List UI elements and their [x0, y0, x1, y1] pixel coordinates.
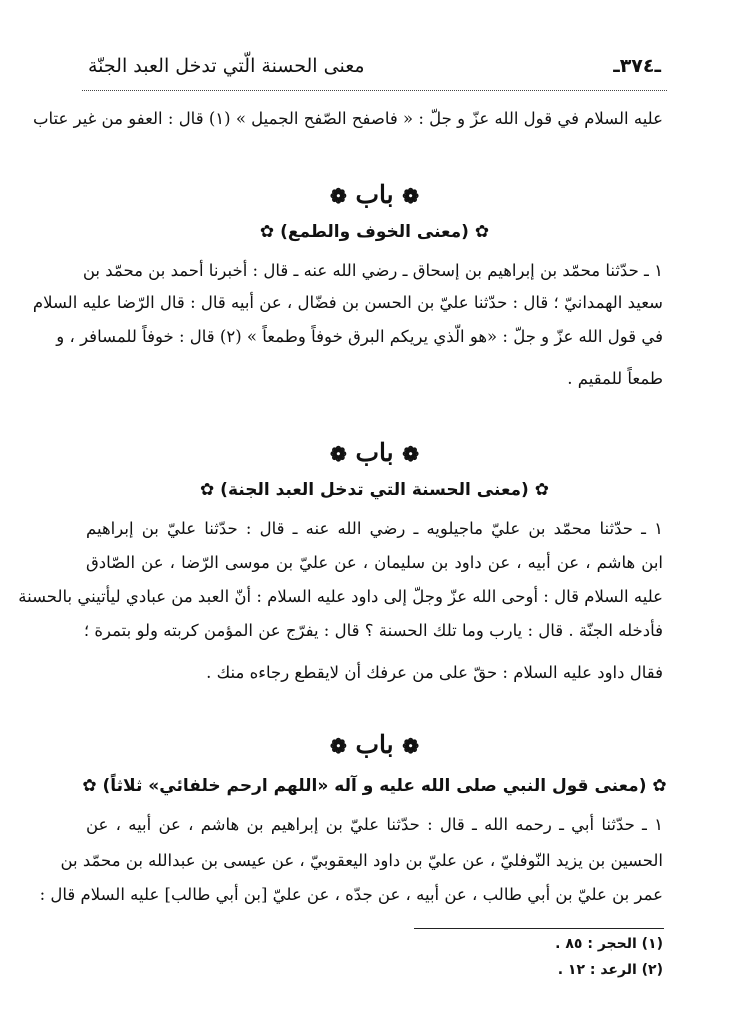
star-icon: ✿: [474, 222, 490, 242]
ornament-right-icon: ❁: [402, 184, 420, 208]
ornament-left-icon: ❁: [329, 442, 347, 466]
header-divider: [82, 90, 667, 91]
paragraph-line: ابن هاشم ، عن أبيه ، عن داود بن سليمان ، عن عليّ بن موسى الرّضا ، عن الصّادق: [86, 553, 663, 572]
section-heading-3: [0, 730, 749, 759]
footnote: (٢) الرعد : ١٢ .: [557, 962, 663, 978]
footnote: (١) الحجر : ٨٥ .: [555, 936, 663, 952]
ornament-right-icon: ❁: [402, 734, 420, 758]
section-heading-2: [0, 438, 749, 467]
paragraph-line: ١ ـ حدّثنا محمّد بن إبراهيم بن إسحاق ـ رضي الله عنه ـ قال : أخبرنا أحمد بن محمّد بن: [82, 261, 663, 280]
paragraph-line: فقال داود عليه السلام : حقّ على من عرفك أن لايقطع رجاءه منك .: [206, 663, 663, 682]
continuation-line: عليه السلام في قول الله عزّ و جلّ : « فاصفح الصّفح الجميل » (١) قال : العفو من غير عتاب: [32, 109, 663, 128]
ornament-left-icon: ❁: [329, 184, 347, 208]
section-title-text: (معنى قول النبي صلى الله عليه و آله «اللهم ارحم خلفائي» ثلاثاً): [102, 776, 647, 796]
running-title: معنى الحسنة الّتي تدخل العبد الجنّة: [88, 55, 365, 77]
paragraph-line: طمعاً للمقيم .: [567, 369, 663, 388]
section-title-text: (معنى الحسنة التي تدخل العبد الجنة): [220, 480, 529, 500]
star-icon: ✿: [534, 480, 549, 500]
ornament-left-icon: ❁: [329, 734, 347, 758]
section-label: باب: [355, 438, 394, 467]
footnote-divider: [414, 928, 664, 929]
ornament-right-icon: ❁: [402, 442, 420, 466]
section-title-3: [60, 776, 689, 796]
section-title-2: [60, 480, 689, 500]
page-number: ـ٣٧٤ـ: [613, 55, 661, 77]
paragraph-line: عمر بن عليّ بن أبي طالب ، عن أبيه ، عن جدّه ، عن عليّ [بن أبي طالب] عليه السلام قال :: [39, 885, 663, 904]
page-header: [88, 48, 661, 84]
paragraph-line: ١ ـ حدّثنا محمّد بن عليّ ماجيلويه ـ رضي الله عنه ـ قال : حدّثنا عليّ بن إبراهيم: [86, 519, 663, 538]
section-title-text: (معنى الخوف والطمع): [280, 222, 469, 242]
star-icon: ✿: [652, 776, 667, 796]
paragraph-line: ١ ـ حدّثنا أبي ـ رحمه الله ـ قال : حدّثنا عليّ بن إبراهيم بن هاشم ، عن أبيه ، عن: [86, 815, 663, 834]
paragraph-line: الحسين بن يزيد النّوفليّ ، عن عليّ بن داود اليعقوبيّ ، عن عيسى بن عبدالله بن محمّد بن: [60, 851, 663, 870]
paragraph-line: سعيد الهمدانيّ ؛ قال : حدّثنا عليّ بن الحسن بن فضّال ، عن أبيه قال : قال الرّضا عليه السلام: [32, 293, 663, 312]
paragraph-line: فأدخله الجنّة . قال : يارب وما تلك الحسنة ؟ قال : يفرّج عن المؤمن كربته ولو بتمرة ؛: [83, 621, 663, 640]
paragraph-line: في قول الله عزّ و جلّ : «هو الّذي يريكم البرق خوفاً وطمعاً » (٢) قال : خوفاً للمسافر ، و: [56, 327, 663, 346]
section-label: باب: [355, 180, 394, 209]
section-label: باب: [355, 730, 394, 759]
section-heading-1: [0, 180, 749, 209]
star-icon: ✿: [82, 776, 97, 796]
star-icon: ✿: [200, 480, 215, 500]
paragraph-line: عليه السلام قال : أوحى الله عزّ وجلّ إلى داود عليه السلام : أنّ العبد من عبادي ليأتيني بالحسنة: [18, 587, 663, 606]
star-icon: ✿: [259, 222, 275, 242]
section-title-1: [60, 222, 689, 242]
